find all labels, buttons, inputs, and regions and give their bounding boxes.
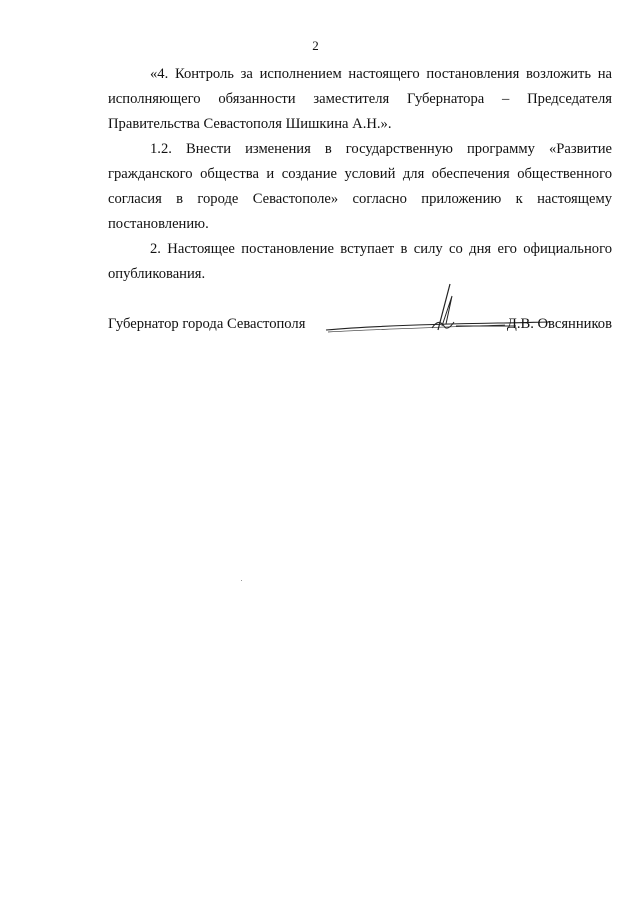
page-number: 2 bbox=[312, 38, 319, 53]
signature-block bbox=[108, 312, 612, 340]
paragraph-control-clause: «4. Контроль за исполнением настоящего постановления возложить на исполняющего обязанности заместителя Губернатора – Председателя Правительства Севастополя Шишкина А.Н.». bbox=[108, 66, 612, 132]
scan-speck bbox=[241, 580, 242, 581]
document-body bbox=[108, 62, 612, 287]
signatory-title: Губернатор города Севастополя bbox=[108, 316, 306, 332]
paragraph-program-amendment: 1.2. Внести изменения в государственную программу «Развитие гражданского общества и создание условий для обеспечения общественного согласия в городе Севастополе» согласно приложению к настоящему постановлению. bbox=[108, 141, 612, 232]
paragraph-effective-date: 2. Настоящее постановление вступает в силу со дня его официального опубликования. bbox=[108, 241, 612, 282]
signatory-name: Д.В. Овсянников bbox=[506, 316, 612, 332]
